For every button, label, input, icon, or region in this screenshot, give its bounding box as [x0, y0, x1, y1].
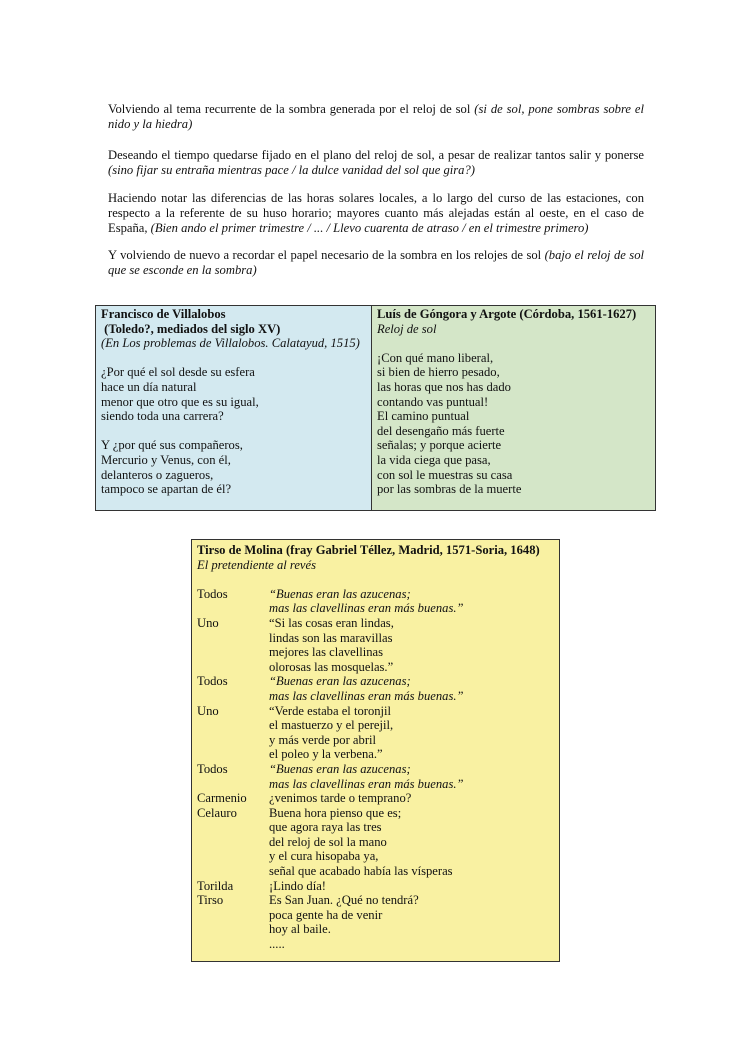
dialogue-line: hoy al baile. [269, 922, 331, 937]
dialogue-row [197, 922, 559, 937]
poem-verse-line: menor que otro que es su igual, [101, 394, 259, 409]
dialogue-speaker: Carmenio [197, 791, 247, 806]
poem-verse-line: El camino puntual [377, 409, 470, 424]
dialogue-row [197, 908, 559, 923]
dialogue-speaker: Torilda [197, 878, 234, 893]
dialogue-speaker: Uno [197, 615, 219, 630]
poem-verse-line: del desengaño más fuerte [377, 423, 505, 438]
poem-verse-line: con sol le muestras su casa [377, 467, 513, 482]
dialogue-line: mas las clavellinas eran más buenas.” [269, 601, 464, 616]
poem-verse-line: ¿Por qué el sol desde su esfera [101, 365, 255, 380]
dialogue-line: “Verde estaba el toronjil [269, 703, 392, 718]
dialogue-row [197, 806, 559, 821]
dialogue-line: que agora raya las tres [269, 820, 382, 835]
dialogue-row [197, 777, 559, 792]
dialogue-row [197, 762, 559, 777]
dialogue-speaker [197, 733, 269, 748]
poem-source: (En Los problemas de Villalobos. Calatayud, 1515) [101, 336, 360, 351]
paragraph-text: Y volviendo de nuevo a recordar el papel necesario de la sombra en los relojes de sol [108, 248, 545, 262]
poem-verses [101, 365, 372, 496]
dialogue-row [197, 689, 559, 704]
dialogue-row [197, 616, 559, 631]
dialogue-speaker [197, 908, 269, 923]
dialogue-line: ¿venimos tarde o temprano? [269, 791, 412, 806]
poem-title: Reloj de sol [377, 321, 437, 336]
dialogue-speaker [197, 689, 269, 704]
paragraph-quote: (sino fijar su entraña mientras pace / la dulce vanidad del sol que gira?) [108, 163, 475, 178]
dialogue-line: ¡Lindo día! [269, 878, 327, 893]
poem-verse-line: ¡Con qué mano liberal, [377, 350, 494, 365]
intro-paragraph-2 [108, 148, 644, 178]
poem-author-origin: (Toledo?, mediados del siglo XV) [101, 321, 281, 336]
dialogue-line: poca gente ha de venir [269, 907, 383, 922]
intro-paragraph-3 [108, 191, 644, 237]
dialogue-row [197, 660, 559, 675]
dialogue-row [197, 718, 559, 733]
dialogue-line: el mastuerzo y el perejil, [269, 718, 394, 733]
dialogue-row [197, 747, 559, 762]
dialogue-line: “Si las cosas eran lindas, [269, 615, 394, 630]
dialogue-row [197, 601, 559, 616]
dialogue-speaker [197, 849, 269, 864]
dialogue-speaker: Todos [197, 586, 228, 601]
dialogue-line: “Buenas eran las azucenas; [269, 674, 411, 689]
dialogue-speaker [197, 660, 269, 675]
dialogue-line: mejores las clavellinas [269, 645, 384, 660]
dialogue-speaker [197, 922, 269, 937]
dialogue-speaker [197, 645, 269, 660]
dialogue-row [197, 849, 559, 864]
play-title: El pretendiente al revés [197, 557, 317, 572]
dialogue-line: del reloj de sol la mano [269, 834, 387, 849]
poem-verse-line [101, 424, 372, 439]
poem-author: Luís de Góngora y Argote (Córdoba, 1561-1627) [377, 307, 637, 321]
dialogue-line: mas las clavellinas eran más buenas.” [269, 776, 464, 791]
poem-verse-line: tampoco se apartan de él? [101, 482, 232, 497]
poem-verse-line: Mercurio y Venus, con él, [101, 452, 231, 467]
dialogue-speaker: Todos [197, 761, 228, 776]
gongora-poem-box [371, 305, 656, 511]
poem-verse-line: delanteros o zagueros, [101, 467, 214, 482]
dialogue-row [197, 893, 559, 908]
poem-author: Francisco de Villalobos [101, 307, 226, 321]
dialogue-line: “Buenas eran las azucenas; [269, 586, 411, 601]
dialogue-speaker [197, 601, 269, 616]
dialogue-line: el poleo y la verbena.” [269, 747, 383, 762]
dialogue-row [197, 835, 559, 850]
dialogue-ellipsis-row [197, 937, 559, 952]
play-dialogue [197, 587, 559, 937]
dialogue-row [197, 631, 559, 646]
dialogue-row [197, 879, 559, 894]
dialogue-speaker [197, 820, 269, 835]
paragraph-quote: (bajo el reloj de sol que se esconde en la sombra) [108, 248, 644, 278]
dialogue-speaker: Uno [197, 703, 219, 718]
dialogue-row [197, 791, 559, 806]
paragraph-text: Deseando el tiempo quedarse fijado en el plano del reloj de sol, a pesar de realizar tantos salir y ponerse [108, 148, 644, 162]
dialogue-line: y más verde por abril [269, 732, 377, 747]
poem-verse-line: la vida ciega que pasa, [377, 452, 491, 467]
dialogue-speaker [197, 718, 269, 733]
dialogue-line: “Buenas eran las azucenas; [269, 761, 411, 776]
paragraph-text: Haciendo notar las diferencias de las horas solares locales, a lo largo del curso de las estaciones, con respecto a la referente de su huso horario; mayores cuanto más alejadas están al oeste, en el caso de España, [108, 191, 644, 236]
dialogue-row [197, 704, 559, 719]
poem-verse-line: señalas; y porque acierte [377, 438, 502, 453]
villalobos-poem-box [95, 305, 373, 511]
dialogue-row [197, 645, 559, 660]
paragraph-quote: (Bien ando el primer trimestre / ... / Llevo cuarenta de atraso / en el trimestre primero) [150, 221, 589, 236]
dialogue-speaker: Todos [197, 674, 228, 689]
dialogue-row [197, 587, 559, 602]
dialogue-speaker [197, 864, 269, 879]
dialogue-row [197, 820, 559, 835]
poem-verse-line: contando vas puntual! [377, 394, 489, 409]
poem-verse-line: si bien de hierro pesado, [377, 365, 500, 380]
dialogue-line: y el cura hisopaba ya, [269, 849, 379, 864]
dialogue-line: lindas son las maravillas [269, 630, 393, 645]
paragraph-quote: (si de sol, pone sombras sobre el nido y la hiedra) [108, 102, 644, 132]
dialogue-line: Es San Juan. ¿Qué no tendrá? [269, 893, 419, 908]
poem-verse-line: por las sombras de la muerte [377, 482, 522, 497]
tirso-play-box [191, 539, 560, 962]
intro-paragraph-1 [108, 102, 644, 132]
dialogue-line: señal que acabado había las vísperas [269, 864, 453, 879]
poem-verse-line: las horas que nos has dado [377, 379, 511, 394]
dialogue-line: mas las clavellinas eran más buenas.” [269, 688, 464, 703]
dialogue-row [197, 733, 559, 748]
poem-verse-line: Y ¿por qué sus compañeros, [101, 438, 243, 453]
dialogue-row [197, 674, 559, 689]
poem-verse-line: hace un día natural [101, 379, 197, 394]
play-author: Tirso de Molina (fray Gabriel Téllez, Madrid, 1571-Soria, 1648) [197, 543, 540, 557]
paragraph-text: Volviendo al tema recurrente de la sombra generada por el reloj de sol [108, 102, 475, 116]
dialogue-speaker [197, 777, 269, 792]
dialogue-speaker [197, 747, 269, 762]
dialogue-speaker: Tirso [197, 893, 224, 908]
dialogue-line: olorosas las mosquelas.” [269, 659, 394, 674]
dialogue-speaker [197, 631, 269, 646]
intro-paragraph-4 [108, 248, 644, 278]
dialogue-row [197, 864, 559, 879]
dialogue-ellipsis: ..... [269, 937, 285, 952]
dialogue-speaker: Celauro [197, 805, 237, 820]
poem-verses [377, 351, 655, 497]
poem-verse-line: siendo toda una carrera? [101, 409, 224, 424]
dialogue-line: Buena hora pienso que es; [269, 805, 402, 820]
dialogue-speaker [197, 835, 269, 850]
